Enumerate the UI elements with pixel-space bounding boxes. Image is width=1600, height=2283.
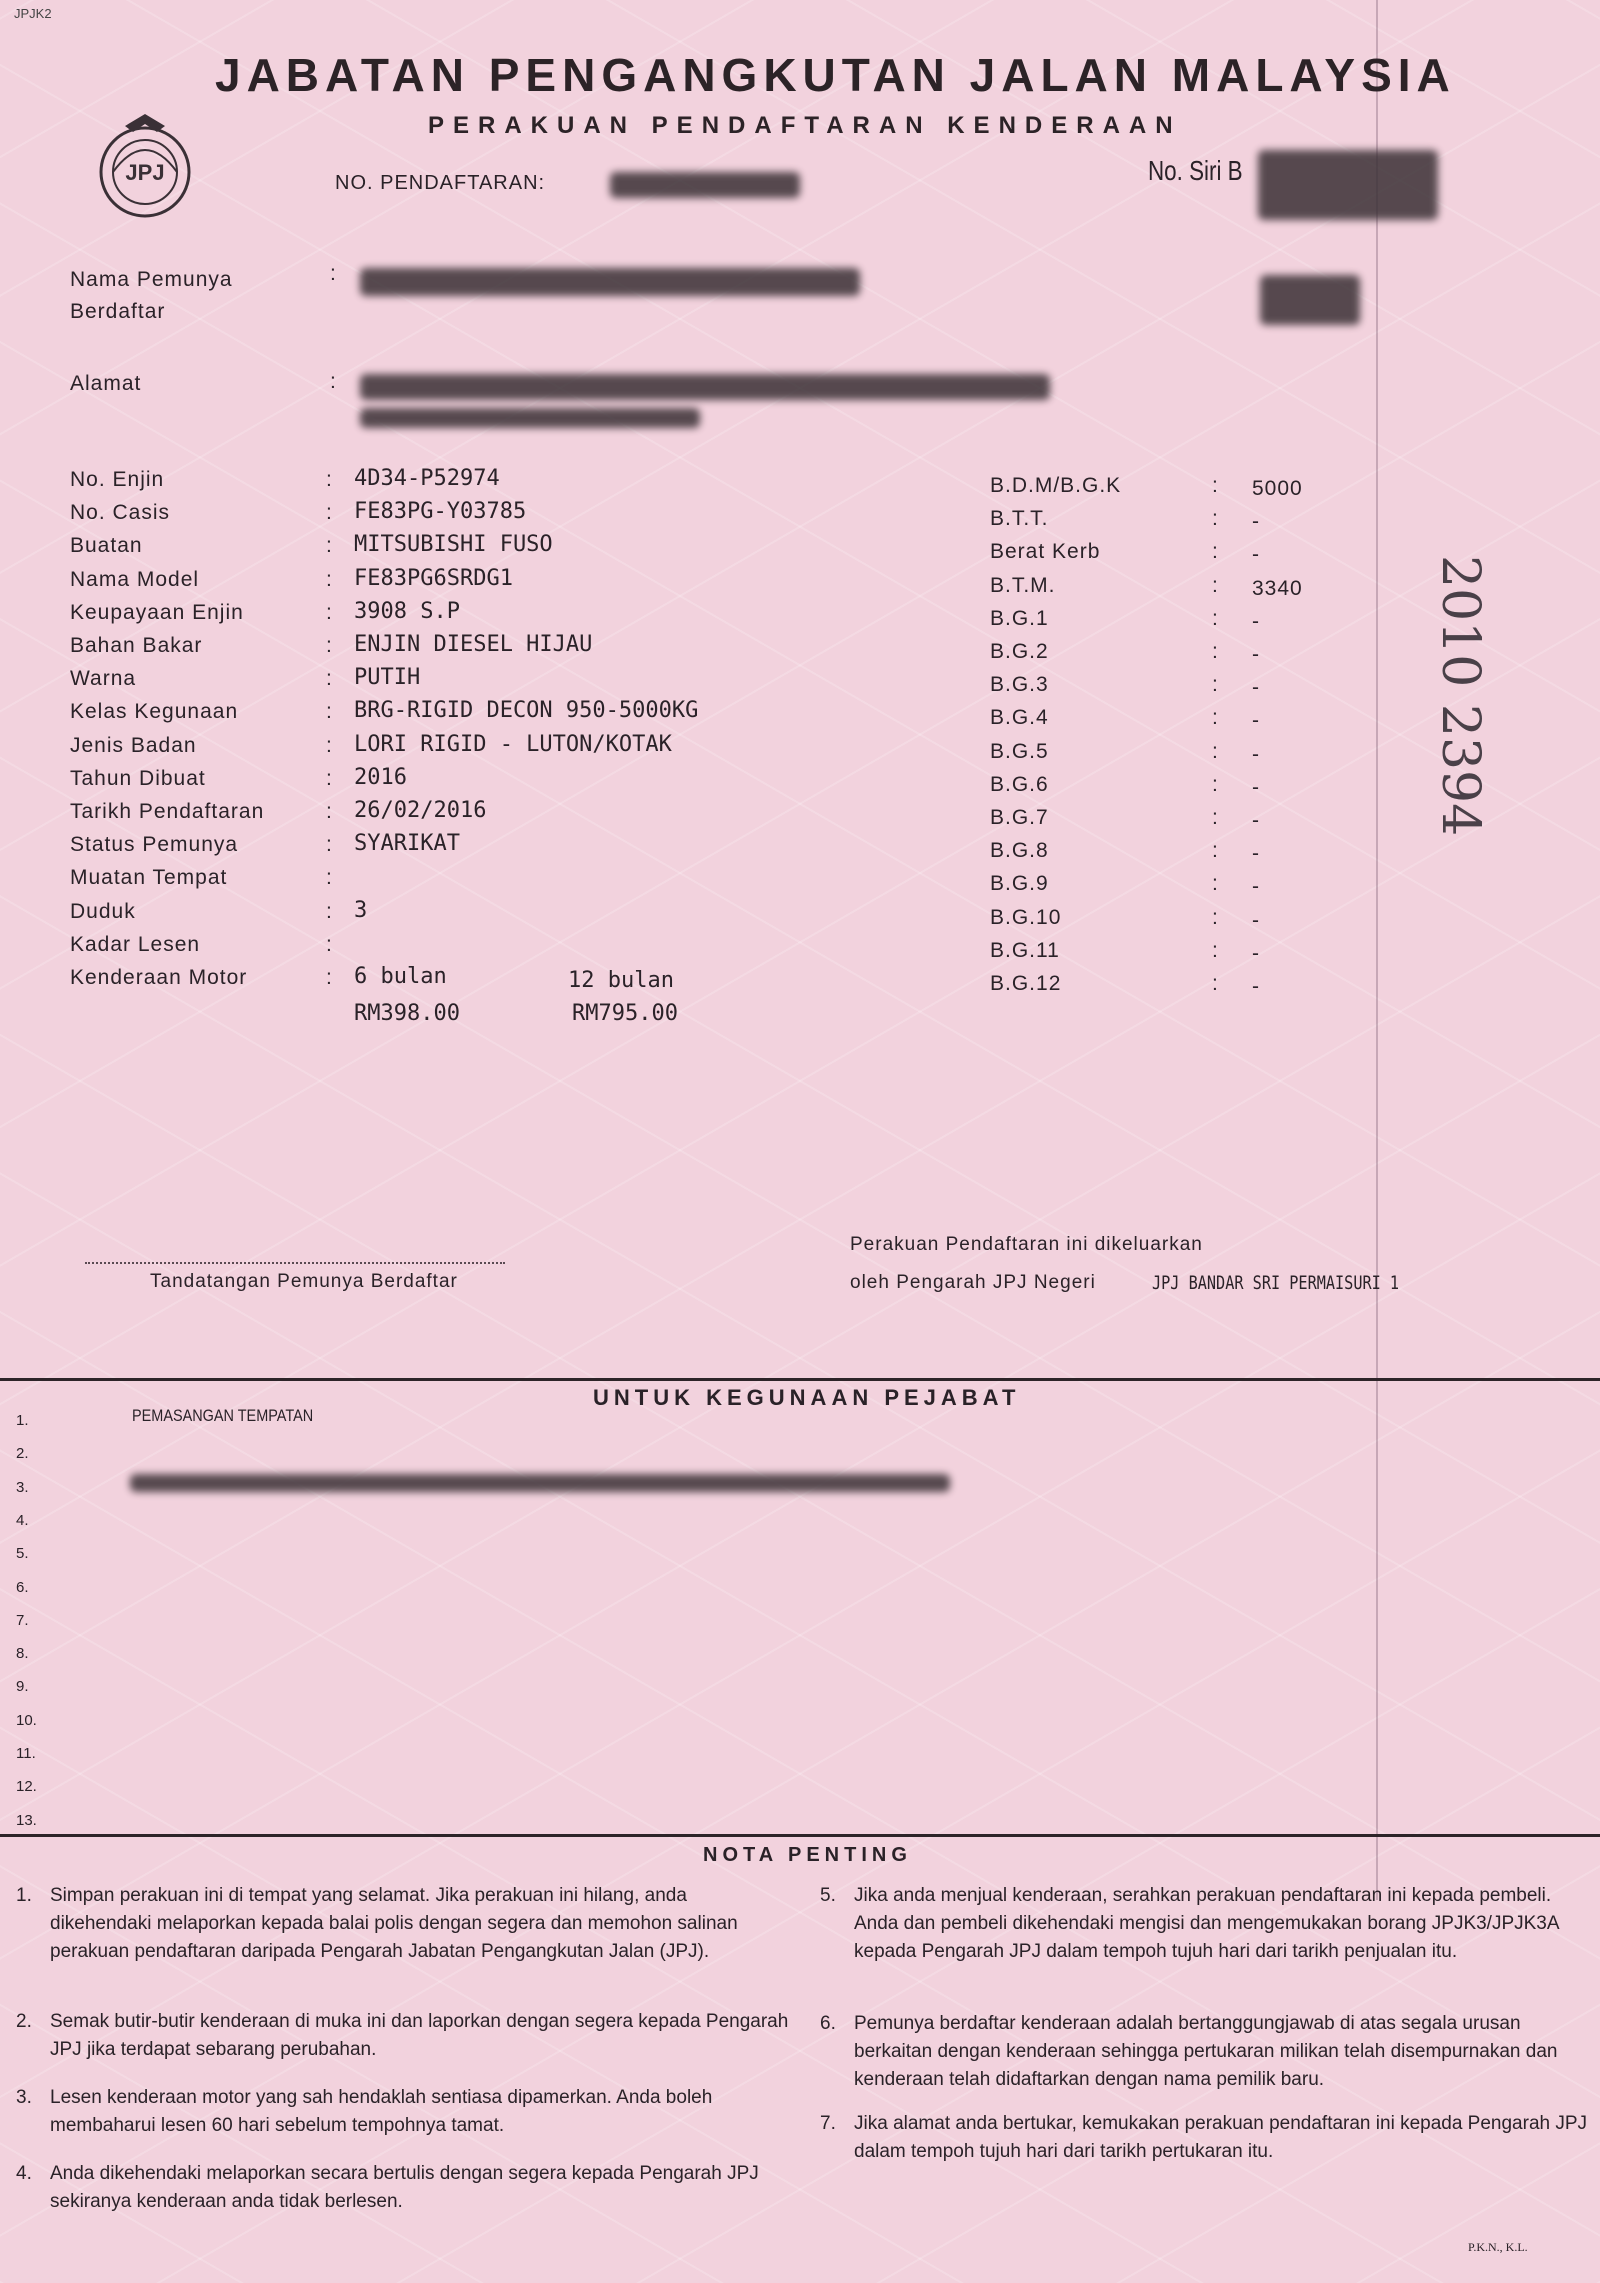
issued-line-2: oleh Pengarah JPJ Negeri bbox=[850, 1272, 1096, 1293]
fold-line bbox=[1376, 0, 1378, 1900]
address-label: Alamat bbox=[70, 372, 142, 395]
detail-label: B.G.11 bbox=[990, 939, 1060, 962]
detail-label: No. Enjin bbox=[70, 468, 165, 491]
detail-value: - bbox=[1252, 676, 1260, 699]
detail-value: 3 bbox=[354, 898, 368, 923]
office-row-number: 4. bbox=[16, 1512, 29, 1529]
detail-label: Bahan Bakar bbox=[70, 634, 203, 657]
detail-colon: : bbox=[326, 833, 333, 856]
detail-colon: : bbox=[1212, 574, 1219, 597]
serial-number-label: No. Siri B bbox=[1148, 155, 1243, 186]
detail-colon: : bbox=[1212, 540, 1219, 563]
redacted-address-line-2 bbox=[360, 408, 700, 428]
note-number: 7. bbox=[820, 2113, 836, 2134]
detail-colon: : bbox=[326, 501, 333, 524]
detail-label: B.G.9 bbox=[990, 872, 1049, 895]
detail-value: MITSUBISHI FUSO bbox=[354, 532, 553, 557]
signature-line bbox=[85, 1262, 505, 1264]
detail-colon: : bbox=[326, 534, 333, 557]
detail-value: ENJIN DIESEL HIJAU bbox=[354, 632, 593, 657]
detail-label: No. Casis bbox=[70, 501, 171, 524]
detail-value: - bbox=[1252, 842, 1260, 865]
detail-label: Duduk bbox=[70, 900, 136, 923]
detail-value: FE83PG-Y03785 bbox=[354, 499, 527, 524]
detail-colon: : bbox=[326, 734, 333, 757]
detail-colon: : bbox=[326, 601, 333, 624]
detail-label: Warna bbox=[70, 667, 137, 690]
detail-colon: : bbox=[326, 933, 333, 956]
detail-value: PUTIH bbox=[354, 665, 421, 690]
detail-colon: : bbox=[1212, 839, 1219, 862]
detail-label: B.G.2 bbox=[990, 640, 1049, 663]
detail-value: - bbox=[1252, 875, 1260, 898]
office-section-divider bbox=[0, 1378, 1600, 1381]
detail-value: - bbox=[1252, 610, 1260, 633]
redacted-owner-id bbox=[1260, 275, 1360, 325]
detail-label: B.G.12 bbox=[990, 972, 1062, 995]
detail-colon: : bbox=[1212, 507, 1219, 530]
redacted-registration-number bbox=[610, 172, 800, 198]
detail-value: - bbox=[1252, 709, 1260, 732]
issued-line-1: Perakuan Pendaftaran ini dikeluarkan bbox=[850, 1234, 1203, 1255]
detail-colon: : bbox=[326, 700, 333, 723]
detail-label: Buatan bbox=[70, 534, 143, 557]
note-text: Jika alamat anda bertukar, kemukakan perakuan pendaftaran ini kepada Pengarah JPJ dalam tempoh tujuh hari dari tarikh pertukaran itu. bbox=[854, 2113, 1588, 2162]
detail-value: 3340 bbox=[1252, 577, 1303, 600]
detail-label: B.T.T. bbox=[990, 507, 1049, 530]
office-use-title: UNTUK KEGUNAAN PEJABAT bbox=[593, 1385, 1021, 1410]
detail-colon: : bbox=[326, 966, 333, 989]
detail-colon: : bbox=[326, 866, 333, 889]
detail-value: 6 bulan bbox=[354, 964, 447, 989]
redacted-owner-name bbox=[360, 268, 860, 296]
owner-name-label-2: Berdaftar bbox=[70, 300, 166, 323]
note-number: 6. bbox=[820, 2013, 836, 2034]
office-row-number: 12. bbox=[16, 1778, 37, 1795]
nota-section-divider bbox=[0, 1834, 1600, 1837]
detail-label: Tahun Dibuat bbox=[70, 767, 206, 790]
note-number: 5. bbox=[820, 1885, 836, 1906]
detail-value: - bbox=[1252, 743, 1260, 766]
note-number: 2. bbox=[16, 2011, 32, 2032]
detail-label: Kelas Kegunaan bbox=[70, 700, 239, 723]
detail-colon: : bbox=[326, 900, 333, 923]
office-row-number: 7. bbox=[16, 1612, 29, 1629]
detail-colon: : bbox=[1212, 474, 1219, 497]
note-number: 3. bbox=[16, 2087, 32, 2108]
detail-label: Tarikh Pendaftaran bbox=[70, 800, 265, 823]
detail-label: Berat Kerb bbox=[990, 540, 1101, 563]
detail-label: Muatan Tempat bbox=[70, 866, 228, 889]
detail-label: B.G.6 bbox=[990, 773, 1049, 796]
licence-fee-12: RM795.00 bbox=[572, 1001, 678, 1026]
detail-colon: : bbox=[1212, 872, 1219, 895]
detail-colon: : bbox=[1212, 673, 1219, 696]
detail-value: - bbox=[1252, 809, 1260, 832]
detail-colon: : bbox=[1212, 607, 1219, 630]
detail-value: SYARIKAT bbox=[354, 831, 460, 856]
note-text: Simpan perakuan ini di tempat yang selamat. Jika perakuan ini hilang, anda dikehendaki melaporkan kepada balai polis dengan segera dan memohon salinan perakuan pendaftaran daripada Pengarah Jabatan Pengangkutan Jalan (JPJ). bbox=[50, 1885, 738, 1962]
detail-colon: : bbox=[1212, 740, 1219, 763]
office-row-number: 6. bbox=[16, 1579, 29, 1596]
redacted-office-entry-3 bbox=[130, 1474, 950, 1492]
detail-label: B.G.8 bbox=[990, 839, 1049, 862]
note-text: Jika anda menjual kenderaan, serahkan perakuan pendaftaran ini kepada pembeli. Anda dan pembeli dikehendaki mengisi dan mengemukakan borang JPJK3/JPJK3A kepada Pengarah JPJ dalam tempoh tujuh hari dari tarikh penjualan itu. bbox=[854, 1885, 1559, 1962]
office-row-number: 11. bbox=[16, 1745, 36, 1762]
licence-term-12: 12 bulan bbox=[568, 968, 674, 993]
redacted-serial-number bbox=[1258, 150, 1438, 220]
office-row-number: 5. bbox=[16, 1545, 29, 1562]
document-subtitle: PERAKUAN PENDAFTARAN KENDERAAN bbox=[428, 112, 1182, 139]
detail-colon: : bbox=[326, 667, 333, 690]
office-row-number: 2. bbox=[16, 1445, 29, 1462]
crest-text: JPJ bbox=[125, 160, 165, 185]
detail-colon: : bbox=[1212, 706, 1219, 729]
detail-colon: : bbox=[1212, 640, 1219, 663]
detail-label: B.G.10 bbox=[990, 906, 1062, 929]
licence-fee-6: RM398.00 bbox=[354, 1001, 460, 1026]
note-text: Anda dikehendaki melaporkan secara bertulis dengan segera kepada Pengarah JPJ sekiranya kenderaan anda tidak berlesen. bbox=[50, 2163, 759, 2212]
detail-value: LORI RIGID - LUTON/KOTAK bbox=[354, 732, 672, 757]
detail-label: B.T.M. bbox=[990, 574, 1056, 597]
detail-value: - bbox=[1252, 510, 1260, 533]
detail-colon: : bbox=[326, 468, 333, 491]
address-colon: : bbox=[330, 370, 337, 393]
detail-value: 2016 bbox=[354, 765, 407, 790]
note-text: Pemunya berdaftar kenderaan adalah bertanggungjawab di atas segala urusan berkaitan dengan kenderaan sehingga pertukaran milikan telah disempurnakan dan kenderaan telah didaftarkan dengan nama pemilik baru. bbox=[854, 2013, 1558, 2090]
detail-label: B.G.5 bbox=[990, 740, 1049, 763]
jpj-crest-icon bbox=[85, 108, 205, 228]
detail-colon: : bbox=[326, 800, 333, 823]
note-text: Lesen kenderaan motor yang sah hendaklah sentiasa dipamerkan. Anda boleh membaharui lesen 60 hari sebelum tempohnya tamat. bbox=[50, 2087, 713, 2136]
detail-label: Kenderaan Motor bbox=[70, 966, 248, 989]
office-row-number: 10. bbox=[16, 1712, 37, 1729]
office-row-number: 13. bbox=[16, 1812, 37, 1829]
detail-value: - bbox=[1252, 776, 1260, 799]
detail-label: B.G.1 bbox=[990, 607, 1049, 630]
owner-signature-label: Tandatangan Pemunya Berdaftar bbox=[150, 1271, 458, 1292]
detail-label: Kadar Lesen bbox=[70, 933, 201, 956]
detail-colon: : bbox=[1212, 972, 1219, 995]
detail-value: - bbox=[1252, 543, 1260, 566]
owner-name-colon: : bbox=[330, 262, 337, 285]
note-number: 1. bbox=[16, 1885, 32, 1906]
handwritten-number: 2010 2394 bbox=[1430, 555, 1490, 837]
redacted-address-line-1 bbox=[360, 374, 1050, 400]
office-entry-1: PEMASANGAN TEMPATAN bbox=[132, 1406, 314, 1425]
note-number: 4. bbox=[16, 2163, 32, 2184]
detail-value: 26/02/2016 bbox=[354, 798, 487, 823]
detail-value: - bbox=[1252, 975, 1260, 998]
detail-value: FE83PG6SRDG1 bbox=[354, 566, 513, 591]
document-title: JABATAN PENGANGKUTAN JALAN MALAYSIA bbox=[215, 49, 1456, 101]
office-row-number: 8. bbox=[16, 1645, 29, 1662]
detail-colon: : bbox=[1212, 906, 1219, 929]
detail-value: 3908 S.P bbox=[354, 599, 460, 624]
detail-label: Jenis Badan bbox=[70, 734, 197, 757]
detail-label: Status Pemunya bbox=[70, 833, 239, 856]
owner-name-label: Nama Pemunya bbox=[70, 268, 233, 291]
detail-label: B.G.3 bbox=[990, 673, 1049, 696]
office-row-number: 9. bbox=[16, 1678, 29, 1695]
detail-colon: : bbox=[1212, 806, 1219, 829]
detail-value: - bbox=[1252, 643, 1260, 666]
detail-colon: : bbox=[326, 634, 333, 657]
detail-label: B.D.M/B.G.K bbox=[990, 474, 1122, 497]
registration-number-label: NO. PENDAFTARAN: bbox=[335, 172, 546, 194]
detail-value: 4D34-P52974 bbox=[354, 466, 500, 491]
form-code: JPJK2 bbox=[14, 6, 52, 21]
nota-title: NOTA PENTING bbox=[703, 1844, 912, 1866]
detail-colon: : bbox=[326, 767, 333, 790]
detail-label: Nama Model bbox=[70, 568, 200, 591]
printer-mark: P.K.N., K.L. bbox=[1468, 2240, 1528, 2254]
detail-label: B.G.7 bbox=[990, 806, 1049, 829]
detail-label: B.G.4 bbox=[990, 706, 1049, 729]
detail-value: 5000 bbox=[1252, 477, 1303, 500]
detail-label: Keupayaan Enjin bbox=[70, 601, 244, 624]
detail-colon: : bbox=[326, 568, 333, 591]
detail-colon: : bbox=[1212, 939, 1219, 962]
issuing-office: JPJ BANDAR SRI PERMAISURI 1 bbox=[1152, 1272, 1400, 1294]
detail-colon: : bbox=[1212, 773, 1219, 796]
office-row-number: 3. bbox=[16, 1479, 29, 1496]
detail-value: - bbox=[1252, 942, 1260, 965]
detail-value: BRG-RIGID DECON 950-5000KG bbox=[354, 698, 699, 723]
note-text: Semak butir-butir kenderaan di muka ini dan laporkan dengan segera kepada Pengarah JPJ jika terdapat sebarang perubahan. bbox=[50, 2011, 789, 2060]
office-row-number: 1. bbox=[16, 1412, 29, 1429]
detail-value: - bbox=[1252, 909, 1260, 932]
